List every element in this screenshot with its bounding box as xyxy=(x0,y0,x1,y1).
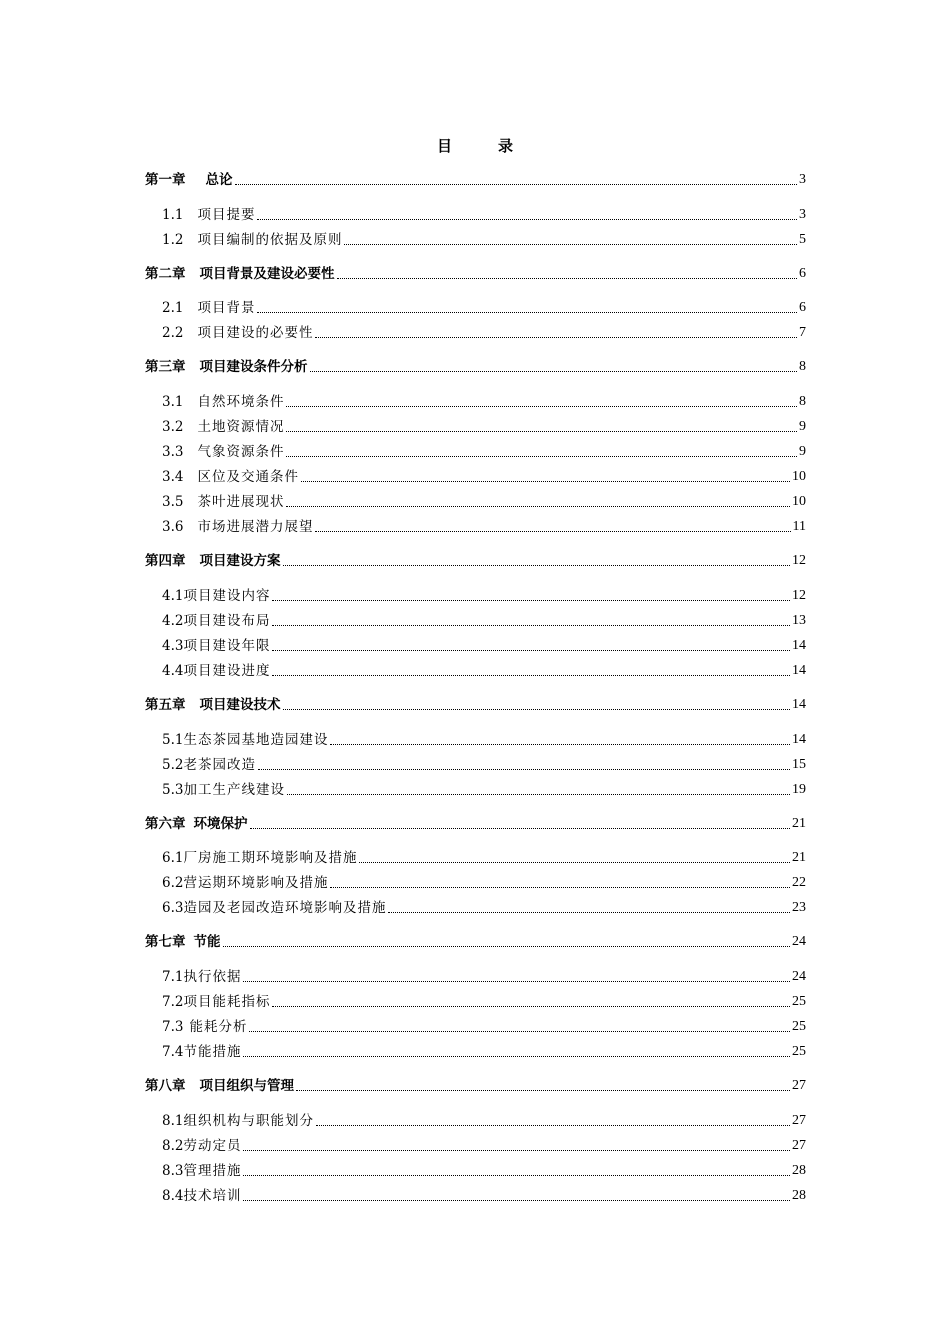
toc-page-number: 21 xyxy=(792,816,806,831)
toc-page-number: 6 xyxy=(799,266,806,281)
toc-page-number: 25 xyxy=(792,1044,806,1059)
toc-dot-leader xyxy=(330,886,790,888)
toc-entry-title: 项目建设内容 xyxy=(183,588,271,604)
toc-entry-title: 土地资源情况 xyxy=(197,419,285,435)
toc-dot-leader xyxy=(243,980,790,982)
toc-page-number: 6 xyxy=(799,300,806,315)
toc-entry-title: 营运期环境影响及措施 xyxy=(183,875,329,891)
toc-page-number: 28 xyxy=(792,1163,806,1178)
toc-entry-number: 8.4 xyxy=(162,1188,184,1204)
toc-entry-title: 气象资源条件 xyxy=(197,444,285,460)
toc-entry-title: 项目建设年限 xyxy=(183,638,271,654)
toc-page-number: 7 xyxy=(799,325,806,340)
toc-dot-leader xyxy=(223,945,791,947)
toc-entry-number: 第八章 xyxy=(145,1078,186,1094)
toc-page-number: 8 xyxy=(799,394,806,409)
toc-entry-number: 第二章 xyxy=(145,266,186,282)
toc-entry-number: 5.3 xyxy=(162,782,184,798)
toc-entry-number: 1.1 xyxy=(162,207,184,223)
toc-entry-title: 组织机构与职能划分 xyxy=(183,1113,314,1129)
toc-page-number: 25 xyxy=(792,1019,806,1034)
toc-section-entry[interactable] xyxy=(145,754,806,776)
toc-dot-leader xyxy=(257,311,797,313)
toc-page-number: 14 xyxy=(792,697,806,712)
toc-section-entry[interactable] xyxy=(145,297,806,319)
toc-dot-leader xyxy=(235,183,798,185)
toc-section-entry[interactable] xyxy=(145,441,806,463)
toc-dot-leader xyxy=(315,530,790,532)
toc-page-number: 9 xyxy=(799,419,806,434)
toc-section-entry[interactable] xyxy=(145,1135,806,1157)
toc-section-entry[interactable] xyxy=(145,635,806,657)
toc-dot-leader xyxy=(272,649,790,651)
toc-dot-leader xyxy=(243,1149,790,1151)
toc-entry-title: 环境保护 xyxy=(193,816,248,832)
toc-entry-title: 节能 xyxy=(193,934,221,950)
title-char-2: 录 xyxy=(498,137,514,155)
toc-entry-number: 7.4 xyxy=(162,1044,184,1060)
toc-section-entry[interactable] xyxy=(145,466,806,488)
toc-dot-leader xyxy=(359,861,790,863)
toc-page-number: 23 xyxy=(792,900,806,915)
toc-page-number: 12 xyxy=(792,588,806,603)
toc-entry-number: 8.3 xyxy=(162,1163,184,1179)
toc-dot-leader xyxy=(272,599,790,601)
toc-entry-number: 3.6 xyxy=(162,519,184,535)
page-title xyxy=(0,135,950,156)
toc-entry-title: 能耗分析 xyxy=(189,1019,248,1035)
toc-dot-leader xyxy=(249,1030,790,1032)
toc-entry-title: 节能措施 xyxy=(183,1044,242,1060)
toc-entry-title: 项目建设的必要性 xyxy=(197,325,314,341)
toc-dot-leader xyxy=(272,674,790,676)
toc-entry-title: 项目背景及建设必要性 xyxy=(199,266,335,282)
toc-section-entry[interactable] xyxy=(145,966,806,988)
toc-page-number: 10 xyxy=(792,494,806,509)
toc-entry-number: 第七章 xyxy=(145,934,186,950)
toc-dot-leader xyxy=(344,243,797,245)
toc-page-number: 24 xyxy=(792,934,806,949)
toc-section-entry[interactable] xyxy=(145,1110,806,1132)
toc-entry-number: 3.2 xyxy=(162,419,184,435)
toc-section-entry[interactable] xyxy=(145,610,806,632)
toc-entry-number: 1.2 xyxy=(162,232,184,248)
toc-section-entry[interactable] xyxy=(145,391,806,413)
toc-section-entry[interactable] xyxy=(145,229,806,251)
toc-page-number: 21 xyxy=(792,850,806,865)
toc-dot-leader xyxy=(287,793,790,795)
toc-dot-leader xyxy=(250,827,791,829)
toc-page-number: 14 xyxy=(792,663,806,678)
toc-page-number: 3 xyxy=(799,207,806,222)
toc-entry-title: 项目组织与管理 xyxy=(199,1078,294,1094)
toc-entry-title: 项目建设进度 xyxy=(183,663,271,679)
toc-dot-leader xyxy=(310,370,798,372)
toc-page-number: 27 xyxy=(792,1113,806,1128)
toc-page-number: 27 xyxy=(792,1078,806,1093)
toc-dot-leader xyxy=(258,768,790,770)
toc-dot-leader xyxy=(272,1005,790,1007)
toc-entry-number: 4.2 xyxy=(162,613,184,629)
toc-entry-title: 总论 xyxy=(205,172,233,188)
toc-page-number: 14 xyxy=(792,732,806,747)
toc-page-number: 27 xyxy=(792,1138,806,1153)
toc-entry-number: 8.2 xyxy=(162,1138,184,1154)
toc-section-entry[interactable] xyxy=(145,322,806,344)
toc-entry-number: 4.3 xyxy=(162,638,184,654)
toc-entry-number: 2.2 xyxy=(162,325,184,341)
toc-chapter-entry[interactable] xyxy=(145,263,806,285)
toc-entry-number: 3.3 xyxy=(162,444,184,460)
toc-section-entry[interactable] xyxy=(145,1041,806,1063)
toc-dot-leader xyxy=(337,277,798,279)
toc-page-number: 11 xyxy=(792,519,806,534)
toc-section-entry[interactable] xyxy=(145,847,806,869)
toc-chapter-entry[interactable] xyxy=(145,550,806,572)
toc-entry-number: 5.1 xyxy=(162,732,184,748)
toc-dot-leader xyxy=(286,505,790,507)
toc-entry-number: 3.1 xyxy=(162,394,184,410)
toc-dot-leader xyxy=(301,480,790,482)
toc-section-entry[interactable] xyxy=(145,991,806,1013)
toc-chapter-entry[interactable] xyxy=(145,169,806,191)
toc-entry-title: 管理措施 xyxy=(183,1163,242,1179)
toc-section-entry[interactable] xyxy=(145,660,806,682)
toc-section-entry[interactable] xyxy=(145,204,806,226)
toc-dot-leader xyxy=(296,1089,790,1091)
toc-entry-title: 加工生产线建设 xyxy=(183,782,285,798)
toc-dot-leader xyxy=(283,708,791,710)
toc-entry-title: 技术培训 xyxy=(183,1188,242,1204)
toc-page-number: 28 xyxy=(792,1188,806,1203)
toc-entry-title: 项目编制的依据及原则 xyxy=(197,232,343,248)
toc-entry-title: 项目建设条件分析 xyxy=(199,359,308,375)
toc-section-entry[interactable] xyxy=(145,1016,806,1038)
toc-entry-title: 自然环境条件 xyxy=(197,394,285,410)
toc-entry-number: 7.3 xyxy=(162,1019,184,1035)
toc-chapter-entry[interactable] xyxy=(145,931,806,953)
toc-chapter-entry[interactable] xyxy=(145,694,806,716)
toc-dot-leader xyxy=(286,455,797,457)
toc-entry-number: 第三章 xyxy=(145,359,186,375)
toc-entry-number: 2.1 xyxy=(162,300,184,316)
toc-page-number: 25 xyxy=(792,994,806,1009)
toc-entry-title: 市场进展潜力展望 xyxy=(197,519,314,535)
toc-chapter-entry[interactable] xyxy=(145,1075,806,1097)
toc-dot-leader xyxy=(286,430,797,432)
toc-section-entry[interactable] xyxy=(145,779,806,801)
toc-dot-leader xyxy=(243,1174,790,1176)
toc-page-number: 22 xyxy=(792,875,806,890)
toc-entry-number: 3.5 xyxy=(162,494,184,510)
toc-section-entry[interactable] xyxy=(145,872,806,894)
title-char-1: 目 xyxy=(436,137,452,155)
toc-section-entry[interactable] xyxy=(145,897,806,919)
toc-page-number: 19 xyxy=(792,782,806,797)
toc-section-entry[interactable] xyxy=(145,729,806,751)
toc-section-entry[interactable] xyxy=(145,516,806,538)
toc-entry-number: 5.2 xyxy=(162,757,184,773)
toc-page-number: 10 xyxy=(792,469,806,484)
toc-dot-leader xyxy=(286,405,797,407)
toc-entry-number: 第五章 xyxy=(145,697,186,713)
toc-entry-number: 8.1 xyxy=(162,1113,184,1129)
toc-page-number: 9 xyxy=(799,444,806,459)
toc-entry-title: 茶叶进展现状 xyxy=(197,494,285,510)
toc-dot-leader xyxy=(388,911,790,913)
toc-page-number: 8 xyxy=(799,359,806,374)
toc-entry-number: 7.1 xyxy=(162,969,184,985)
toc-dot-leader xyxy=(243,1199,790,1201)
toc-entry-title: 项目建设方案 xyxy=(199,553,281,569)
toc-entry-number: 第六章 xyxy=(145,816,186,832)
toc-chapter-entry[interactable] xyxy=(145,813,806,835)
toc-entry-title: 造园及老园改造环境影响及措施 xyxy=(183,900,387,916)
toc-entry-number: 4.1 xyxy=(162,588,184,604)
toc-page-number: 3 xyxy=(799,172,806,187)
toc-section-entry[interactable] xyxy=(145,585,806,607)
toc-section-entry[interactable] xyxy=(145,416,806,438)
toc-entry-title: 项目建设技术 xyxy=(199,697,281,713)
toc-dot-leader xyxy=(316,1124,790,1126)
toc-section-entry[interactable] xyxy=(145,1160,806,1182)
toc-entry-number: 3.4 xyxy=(162,469,184,485)
toc-page-number: 14 xyxy=(792,638,806,653)
toc-entry-number: 第四章 xyxy=(145,553,186,569)
toc-entry-title: 劳动定员 xyxy=(183,1138,242,1154)
toc-page-number: 24 xyxy=(792,969,806,984)
toc-entry-title: 执行依据 xyxy=(183,969,242,985)
toc-entry-title: 区位及交通条件 xyxy=(197,469,299,485)
toc-dot-leader xyxy=(243,1055,790,1057)
toc-entry-number: 4.4 xyxy=(162,663,184,679)
toc-page-number: 12 xyxy=(792,553,806,568)
toc-entry-title: 老茶园改造 xyxy=(183,757,256,773)
toc-page-number: 15 xyxy=(792,757,806,772)
toc-chapter-entry[interactable] xyxy=(145,356,806,378)
toc-entry-number: 第一章 xyxy=(145,172,186,188)
toc-dot-leader xyxy=(330,743,790,745)
toc-entry-number: 6.3 xyxy=(162,900,184,916)
toc-entry-title: 生态茶园基地造园建设 xyxy=(183,732,329,748)
toc-entry-title: 项目背景 xyxy=(197,300,256,316)
toc-entry-title: 项目提要 xyxy=(197,207,256,223)
toc-entry-number: 6.1 xyxy=(162,850,184,866)
toc-entry-number: 7.2 xyxy=(162,994,184,1010)
toc-dot-leader xyxy=(272,624,790,626)
toc-section-entry[interactable] xyxy=(145,1185,806,1207)
toc-dot-leader xyxy=(283,564,791,566)
toc-entry-title: 项目建设布局 xyxy=(183,613,271,629)
toc-dot-leader xyxy=(257,218,797,220)
toc-dot-leader xyxy=(315,336,797,338)
toc-section-entry[interactable] xyxy=(145,491,806,513)
toc-page-number: 5 xyxy=(799,232,806,247)
toc-entry-number: 6.2 xyxy=(162,875,184,891)
toc-entry-title: 厂房施工期环境影响及措施 xyxy=(183,850,358,866)
toc-entry-title: 项目能耗指标 xyxy=(183,994,271,1010)
toc-page-number: 13 xyxy=(792,613,806,628)
